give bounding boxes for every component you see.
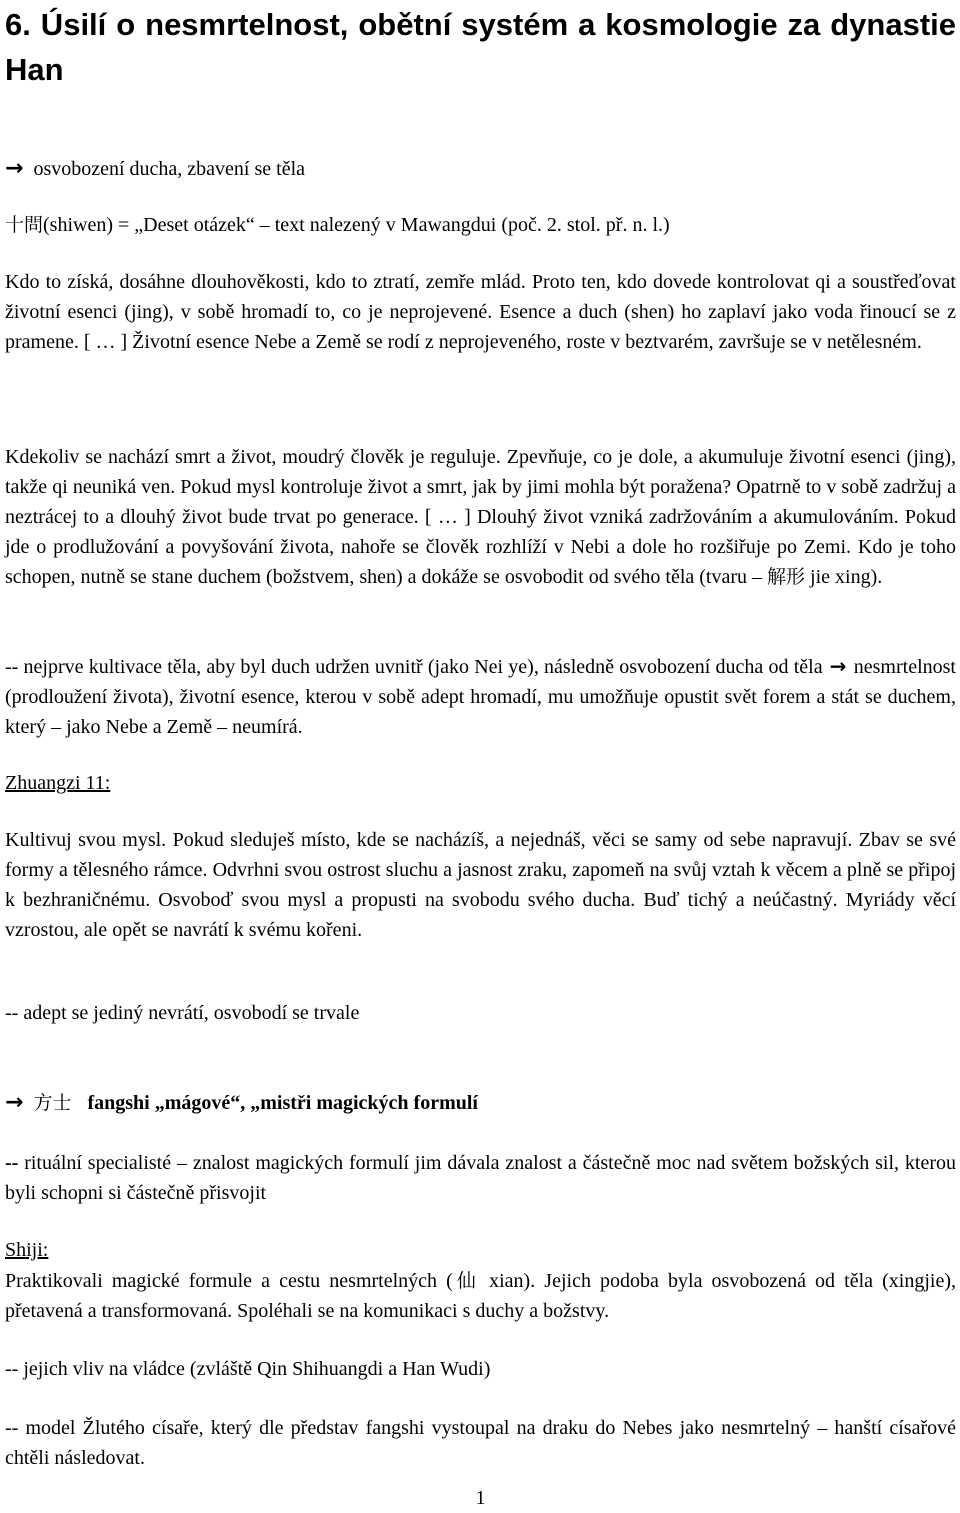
shiji-heading: Shiji: bbox=[5, 1239, 49, 1261]
zhuangzi-quote: Kultivuj svou mysl. Pokud sleduješ místo, kde se nacházíš, a nejednáš, věci se samy od sebe napravují. Zbav se své formy a tělesného rámce. Odvrhni svou ostrost sluchu a jasnost zraku, zapomeň na svůj vztah k věcem a plně se připoj k bezhraničnému. Osvoboď svou mysl a propusti na svobodu svého ducha. Buď tichý a neúčastný. Myriády věcí vzrostou, ale opět se navrátí k svému kořeni. bbox=[5, 829, 956, 941]
section-liberation bbox=[5, 154, 956, 184]
shiji-text-end: xian). Jejich podoba byla osvobozená od těla (xingjie), přetavená a transformovaná. Spoléhali se na komunikaci s duchy a božstvy. bbox=[5, 1270, 956, 1322]
right-arrow-icon: → bbox=[829, 654, 847, 678]
paragraph-3 bbox=[5, 651, 956, 742]
page-number: 1 bbox=[475, 1487, 486, 1509]
paragraph-4: -- adept se jediný nevrátí, osvobodí se trvale bbox=[5, 1002, 360, 1024]
section-heading: osvobození ducha, zbavení se těla bbox=[33, 158, 305, 180]
paragraph-3-end: nesmrtelnost (prodloužení života), životní esence, kterou v sobě adept hromadí, mu umožňuje opustit svět forem a stát se duchem, který – jako Nebe a Země – neumírá. bbox=[5, 656, 956, 738]
paragraph-3-start: -- nejprve kultivace těla, aby byl duch udržen uvnitř (jako Nei ye), následně osvobození ducha od těla bbox=[5, 656, 828, 678]
paragraph-2 bbox=[5, 442, 956, 592]
zhuangzi-heading: Zhuangzi 11: bbox=[5, 772, 111, 794]
source-description: (shiwen) = „Deset otázek“ – text nalezený v Mawangdui (poč. 2. stol. př. n. l.) bbox=[43, 214, 670, 236]
shiji-text-start: Praktikovali magické formule a cestu nesmrtelných ( bbox=[5, 1270, 453, 1292]
right-arrow-icon: → bbox=[5, 1090, 24, 1115]
chinese-title-shiwen: 十問 bbox=[5, 214, 44, 236]
fangshi-text: rituální specialisté – znalost magických formulí jim dávala znalost a částečně moc nad světem božských sil, kterou byli schopni si částečně přisvojit bbox=[5, 1152, 956, 1204]
paragraph-1: Kdo to získá, dosáhne dlouhověkosti, kdo to ztratí, zemře mlád. Proto ten, kdo dovede kontrolovat qi a soustřeďovat životní esenci (jing), v sobě hromadí to, co je neprojevené. Esence a duch (shen) ho zaplaví jako voda řinoucí se z pramene. [ … ] Životní esence Nebe a Země se rodí z neprojeveného, roste v beztvarém, završuje se v netělesném. bbox=[5, 271, 956, 353]
paragraph-2-text: Kdekoliv se nachází smrt a život, moudrý člověk je reguluje. Zpevňuje, co je dole, a akumuluje životní esenci (jing), takže qi neuniká ven. Pokud mysl kontroluje život a smrt, jak by jimi mohla být poražena? Opatrně to v sobě zadržuj a neztrácej to a dlouhý život bude trvat po generace. [ … ] Dlouhý život vzniká zadržováním a akumulováním. Pokud jde o prodlužování a povyšování života, nahoře se člověk rozhlíží v Nebi a dole ho rozšiřuje po Zemi. Kdo je toho schopen, nutně se stane duchem (božstvem, shen) a dokáže se osvobodit od svého těla (tvaru – bbox=[5, 446, 956, 588]
chinese-term-xian: 仙 bbox=[452, 1270, 480, 1292]
source-line-shiwen bbox=[5, 210, 956, 240]
section-heading-fangshi: fangshi „mágové“, „mistři magických formulí bbox=[87, 1092, 478, 1114]
section-fangshi bbox=[5, 1088, 956, 1118]
shiji-quote bbox=[5, 1266, 956, 1326]
right-arrow-icon: → bbox=[5, 156, 24, 181]
dash-marker: -- bbox=[5, 1152, 19, 1174]
paragraph-5: -- jejich vliv na vládce (zvláště Qin Shihuangdi a Han Wudi) bbox=[5, 1358, 491, 1380]
paragraph-2-tail: jie xing). bbox=[805, 566, 883, 588]
page-title: 6. Úsilí o nesmrtelnost, obětní systém a kosmologie za dynastie Han bbox=[5, 7, 956, 87]
chinese-term-fangshi: 方士 bbox=[33, 1092, 72, 1114]
paragraph-6: -- model Žlutého císaře, který dle představ fangshi vystoupal na draku do Nebes jako nesmrtelný – hanští císařové chtěli následovat. bbox=[5, 1417, 956, 1469]
fangshi-description bbox=[5, 1148, 956, 1208]
chinese-term-jiexing: 解形 bbox=[767, 566, 806, 588]
